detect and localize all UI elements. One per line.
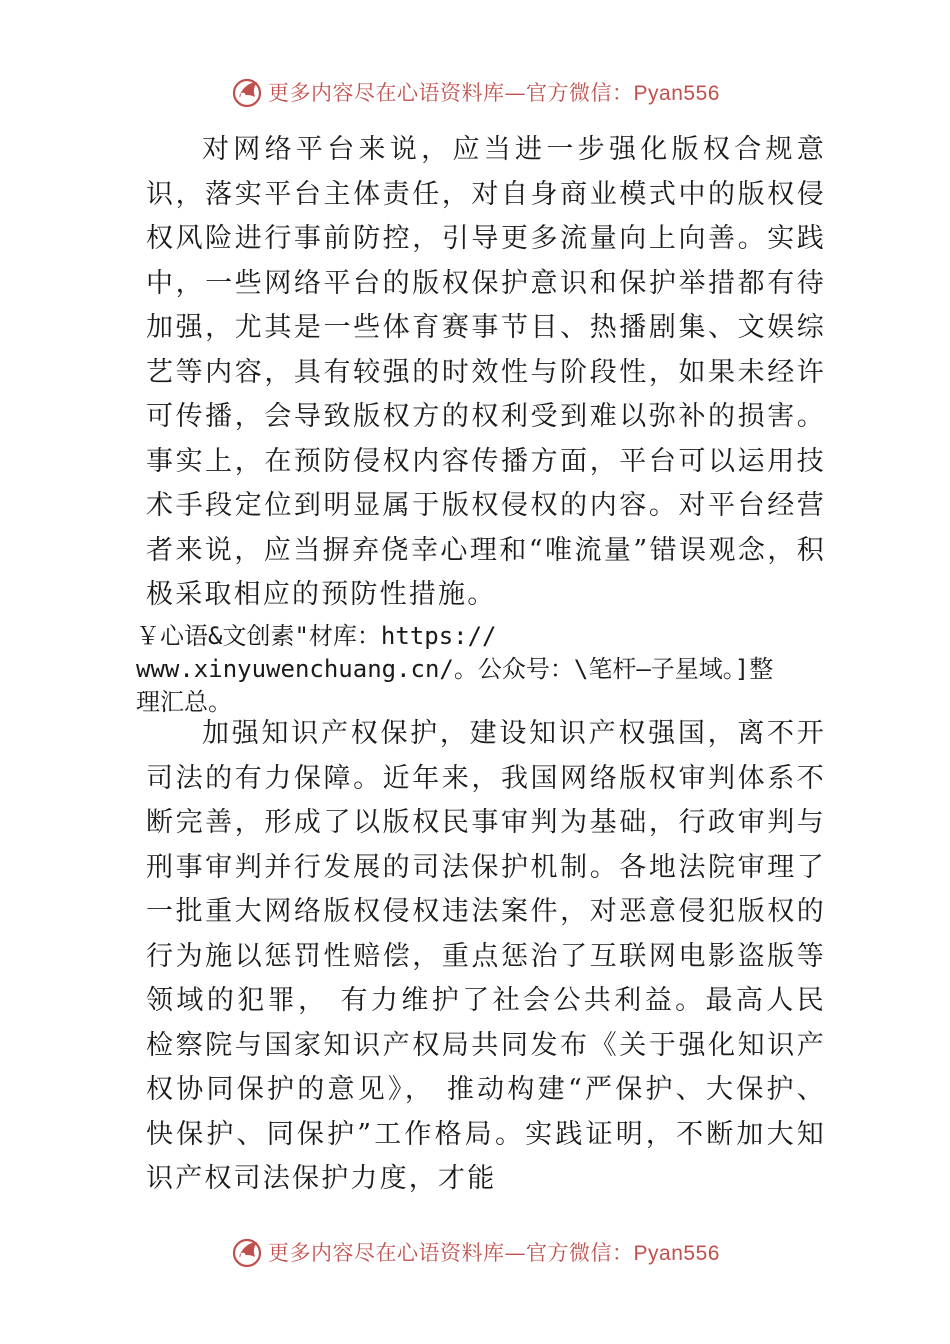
banner-account: Pyan556 [633,1242,720,1265]
banner-main: 更多内容尽在心语资料库 [268,1241,505,1265]
watermark-line-1: ￥心语&文创素"材库：https:// [136,622,497,650]
logo-icon [230,75,264,109]
footer-banner-text [268,1237,720,1267]
watermark-line-2: www.xinyuwenchuang.cn/。公众号：\笔杆—子星域。]整 [136,655,774,683]
banner-separator: — [504,1241,527,1265]
banner-wechat-label: 官方微信： [526,81,634,105]
header-banner [0,72,950,112]
banner-separator: — [504,81,527,105]
watermark-line-3: 理汇总。 [136,688,232,716]
header-banner-text [268,77,720,107]
banner-wechat-label: 官方微信： [526,1241,634,1265]
banner-account: Pyan556 [633,82,720,105]
watermark-note [136,620,836,719]
logo-icon [230,1235,264,1269]
banner-main: 更多内容尽在心语资料库 [268,81,505,105]
footer-banner [0,1232,950,1272]
paragraph-1: 对网络平台来说，应当进一步强化版权合规意识，落实平台主体责任，对自身商业模式中的版权侵权风险进行事前防控，引导更多流量向上向善。实践中，一些网络平台的版权保护意识和保护举措都有待加强，尤其是一些体育赛事节目、热播剧集、文娱综艺等内容，具有较强的时效性与阶段性，如果未经许可传播，会导致版权方的权利受到难以弥补的损害。事实上，在预防侵权内容传播方面，平台可以运用技术手段定位到明显属于版权侵权的内容。对平台经营者来说，应当摒弃侥幸心理和“唯流量”错误观念，积极采取相应的预防性措施。 [146,134,826,610]
paragraph-2: 加强知识产权保护，建设知识产权强国，离不开司法的有力保障。近年来，我国网络版权审判体系不断完善，形成了以版权民事审判为基础，行政审判与刑事审判并行发展的司法保护机制。各地法院审理了一批重大网络版权侵权违法案件，对恶意侵犯版权的行为施以惩罚性赔偿，重点惩治了互联网电影盗版等领域的犯罪， 有力维护了社会公共利益。最高人民检察院与国家知识产权局共同发布《关于强化知识产权协同保护的意见》， 推动构建“严保护、大保护、快保护、同保护”工作格局。实践证明，不断加大知识产权司法保护力度，才能 [146,718,826,1194]
